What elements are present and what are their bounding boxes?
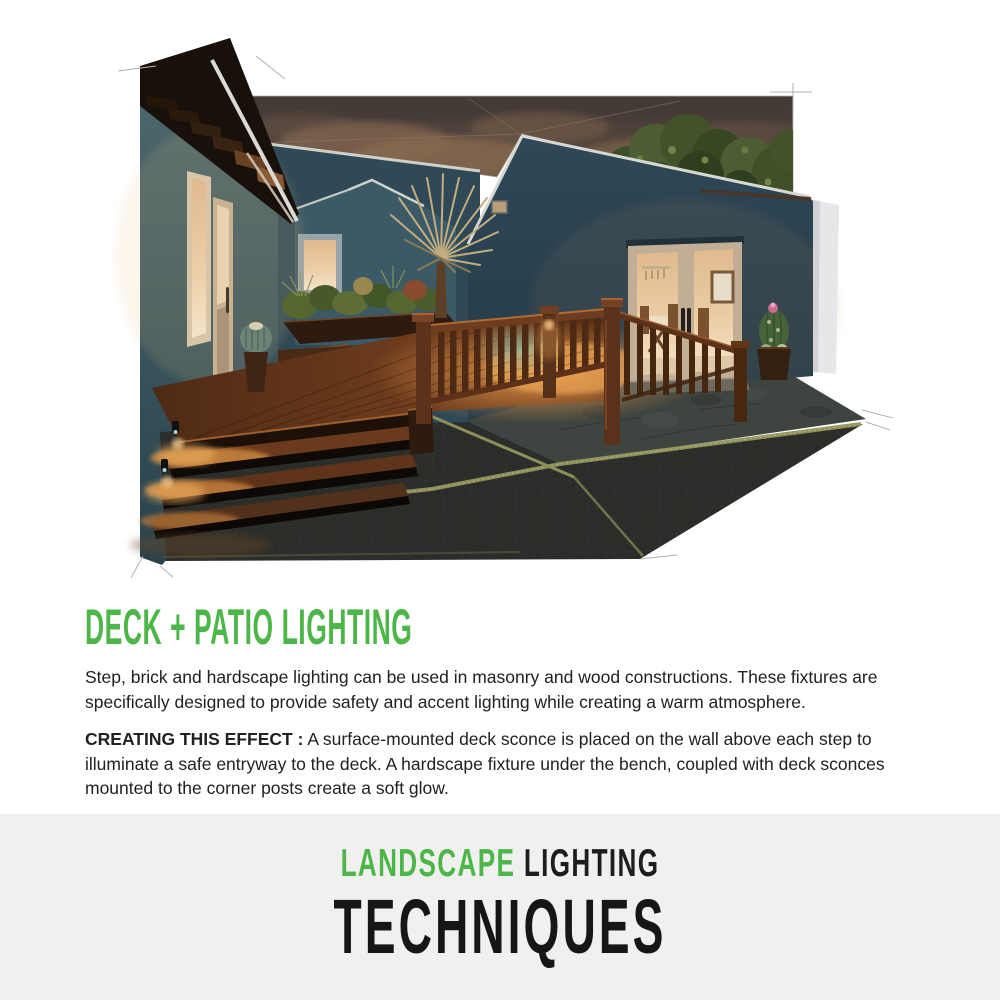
footer-title-landscape: LANDSCAPE (340, 842, 516, 885)
footer-banner (0, 814, 1000, 1000)
footer-series-title (165, 844, 835, 883)
footer-title-lighting: LIGHTING (523, 842, 660, 885)
light-wall-panel (813, 200, 839, 374)
door-handle (226, 287, 229, 313)
intro-paragraph: Step, brick and hardscape lighting can be used in masonry and wood constructions. These fixtures are specifically designed to provide safety and accent lighting while creating a warm atmosphere. (85, 667, 878, 712)
effect-paragraph-body: A surface-mounted deck sconce is placed on the wall above each step to illuminate a safe entryway to the deck. A hardscape fixture under the bench, coupled with deck sconces mounted to the corner posts create a soft glow. (85, 729, 885, 798)
entry-door (213, 197, 233, 395)
description-section (85, 600, 945, 814)
corner-post (601, 299, 623, 445)
attic-window (492, 201, 507, 213)
section-heading: DECK + PATIO LIGHTING (85, 599, 413, 655)
lit-window (187, 171, 211, 347)
framed-picture (712, 272, 733, 302)
effect-paragraph (85, 727, 945, 801)
footer-title-techniques: TECHNIQUES (333, 884, 667, 970)
door-handle (681, 308, 685, 334)
effect-paragraph-lead: CREATING THIS EFFECT : (85, 729, 304, 749)
door-handle (687, 308, 691, 334)
